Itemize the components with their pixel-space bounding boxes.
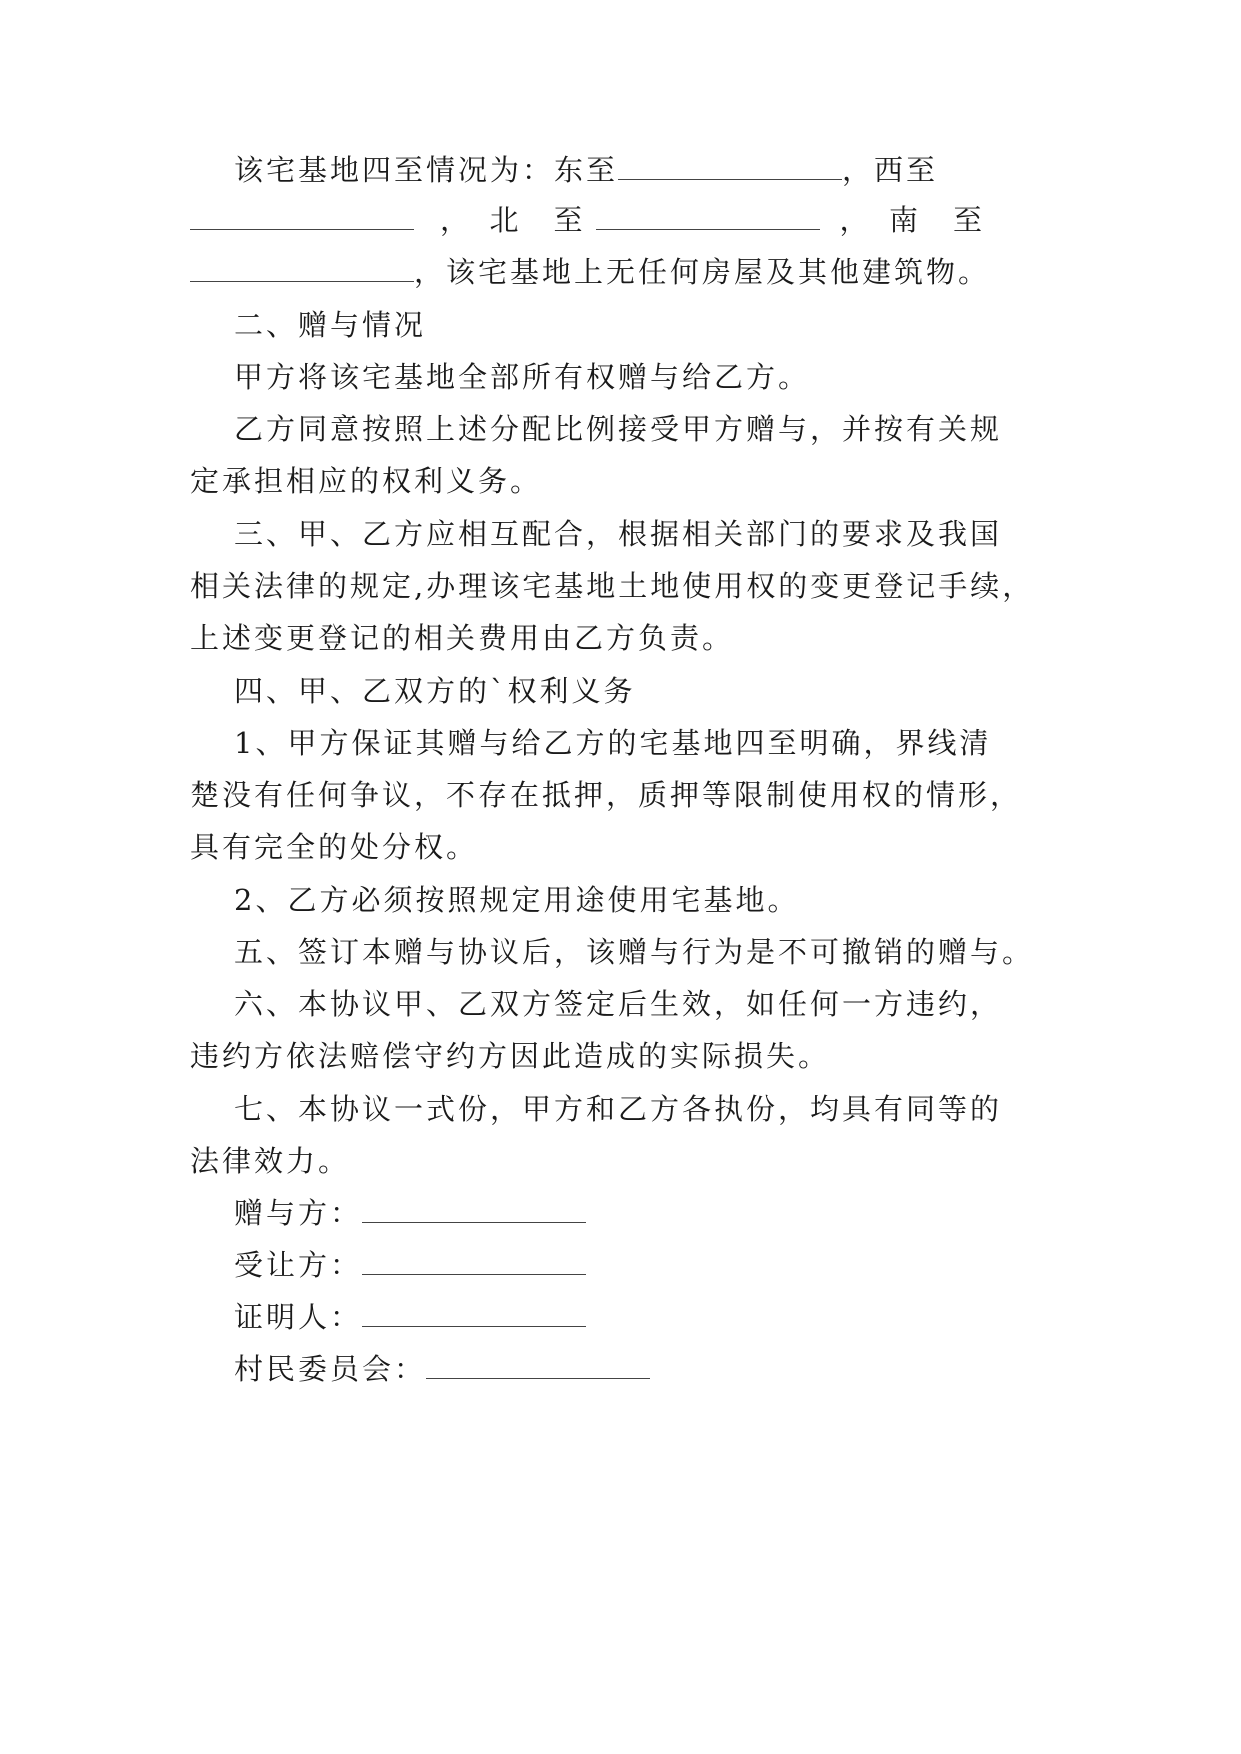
section7-line2: 法律效力。 bbox=[190, 1144, 351, 1178]
south-blank[interactable] bbox=[190, 255, 414, 282]
boundary-west-label: ，西至 bbox=[842, 153, 939, 187]
section2-title: 二、赠与情况 bbox=[234, 308, 427, 342]
east-blank[interactable] bbox=[618, 153, 842, 180]
signature-committee bbox=[234, 1349, 650, 1389]
section3-line2: 相关法律的规定,办理该宅基地土地使用权的变更登记手续， bbox=[190, 569, 1035, 603]
signature-witness bbox=[234, 1297, 586, 1337]
boundary-lead: 该宅基地四至情况为：东至 bbox=[234, 153, 619, 187]
north-blank[interactable] bbox=[596, 203, 820, 230]
section7-line1: 七、本协议一式份，甲方和乙方各执份，均具有同等的 bbox=[234, 1092, 1003, 1126]
signature-recipient bbox=[234, 1245, 586, 1285]
section4-item1-line2: 楚没有任何争议，不存在抵押，质押等限制使用权的情形， bbox=[190, 778, 1023, 812]
boundary-north-label: ， 北 至 bbox=[440, 203, 586, 237]
donor-label: 赠与方： bbox=[234, 1196, 363, 1230]
committee-blank[interactable] bbox=[426, 1352, 650, 1379]
boundary-line-1 bbox=[234, 150, 938, 190]
recipient-blank[interactable] bbox=[362, 1248, 586, 1275]
committee-label: 村民委员会： bbox=[234, 1352, 427, 1386]
section4-title: 四、甲、乙双方的`权利义务 bbox=[234, 674, 636, 708]
boundary-line-3 bbox=[190, 252, 990, 292]
boundary-tail: ，该宅基地上无任何房屋及其他建筑物。 bbox=[414, 255, 991, 289]
west-blank[interactable] bbox=[190, 203, 414, 230]
section4-item1-line3: 具有完全的处分权。 bbox=[190, 830, 479, 864]
section3-line3: 上述变更登记的相关费用由乙方负责。 bbox=[190, 621, 735, 655]
section6-line1: 六、本协议甲、乙双方签定后生效，如任何一方违约， bbox=[234, 987, 1003, 1021]
section2-p2-line2: 定承担相应的权利义务。 bbox=[190, 464, 543, 498]
boundary-south-label: ， 南 至 bbox=[839, 203, 986, 237]
signature-donor bbox=[234, 1193, 586, 1233]
section2-p2-line1: 乙方同意按照上述分配比例接受甲方赠与，并按有关规 bbox=[234, 412, 1003, 446]
recipient-label: 受让方： bbox=[234, 1248, 363, 1282]
boundary-line-2 bbox=[190, 200, 985, 240]
section4-item1-line1: 1、甲方保证其赠与给乙方的宅基地四至明确，界线清 bbox=[234, 726, 992, 760]
section4-item2: 2、乙方必须按照规定用途使用宅基地。 bbox=[234, 883, 800, 917]
donor-blank[interactable] bbox=[362, 1196, 586, 1223]
witness-label: 证明人： bbox=[234, 1300, 363, 1334]
witness-blank[interactable] bbox=[362, 1300, 586, 1327]
section5-text: 五、签订本赠与协议后，该赠与行为是不可撤销的赠与。 bbox=[234, 935, 1035, 969]
section2-p1: 甲方将该宅基地全部所有权赠与给乙方。 bbox=[234, 360, 811, 394]
section6-line2: 违约方依法赔偿守约方因此造成的实际损失。 bbox=[190, 1039, 831, 1073]
section3-line1: 三、甲、乙方应相互配合，根据相关部门的要求及我国 bbox=[234, 517, 1003, 551]
